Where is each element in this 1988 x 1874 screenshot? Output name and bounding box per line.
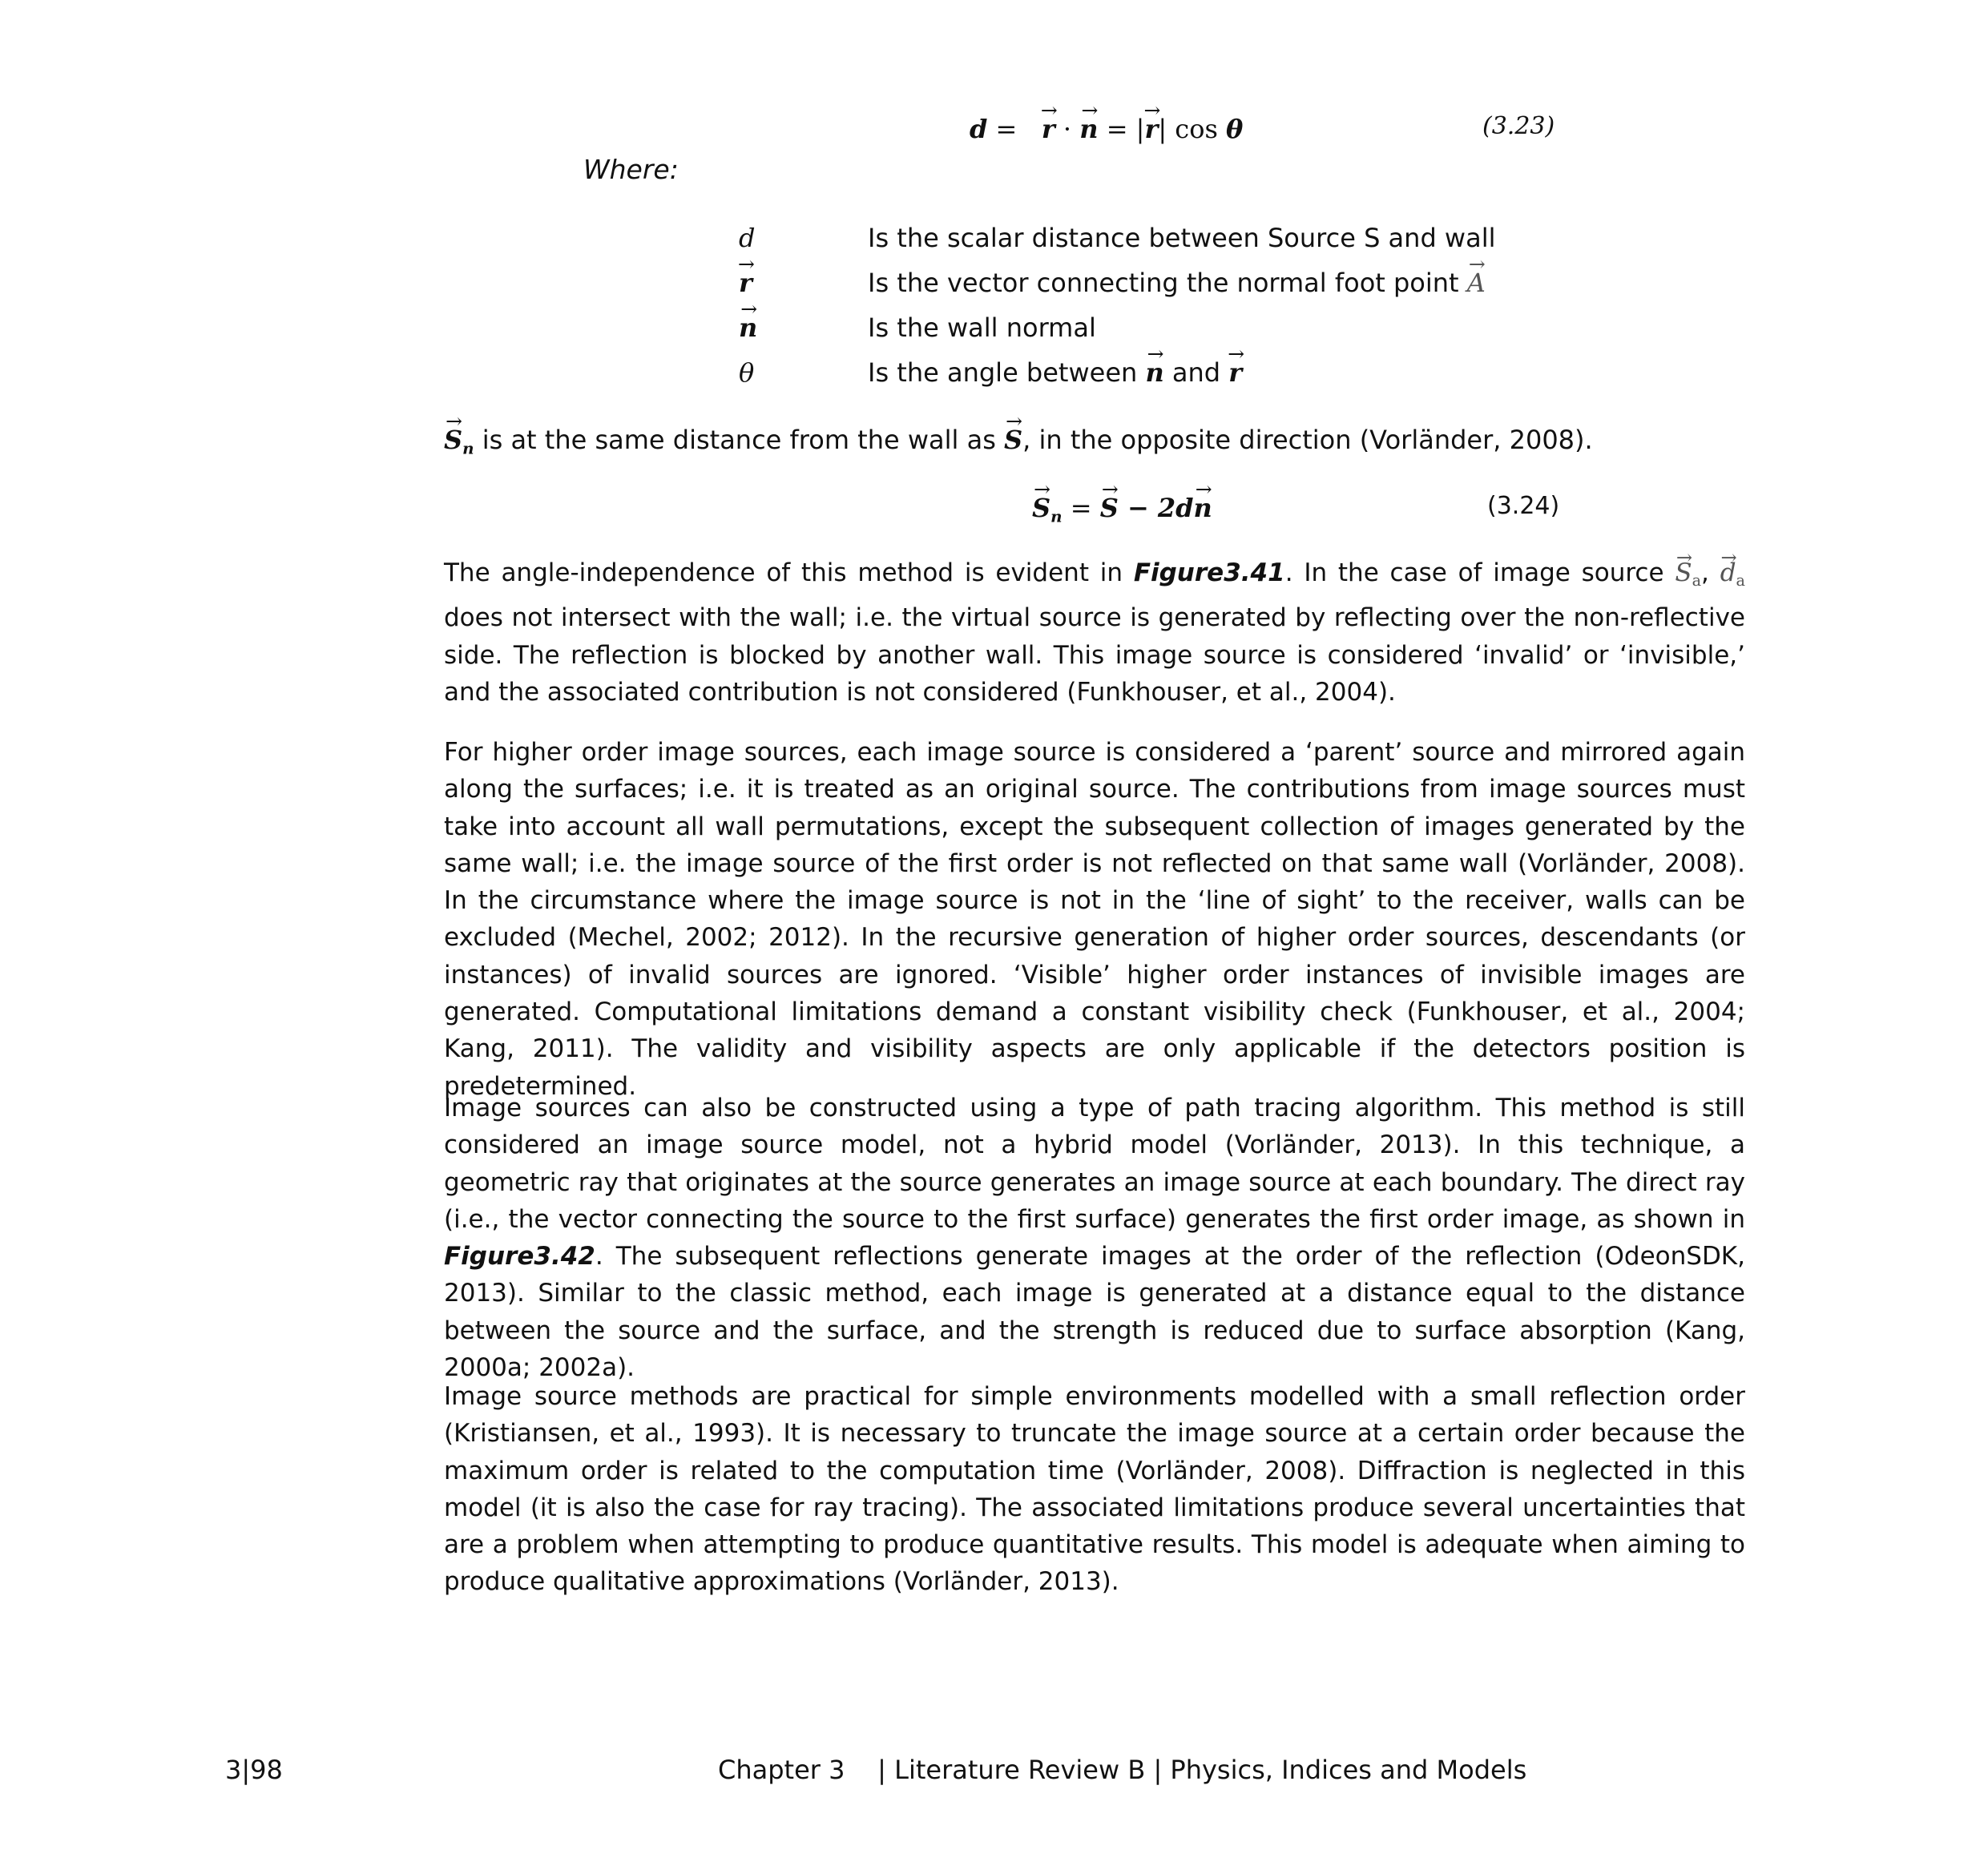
paragraph-angle-independence: The angle-independence of this method is evident in Figure3.41. In the case of image source → $S_a$, → $d_a$ does not intersect with the wall; i.e. the virtual source is generated by reflecting over the non-reflective side. The reflection is blocked by another wall. This image source is considered ‘invalid’ or ‘invisible,’ and the associated contribution is not considered (Funkhouser, et al., 2004). bbox=[444, 554, 1745, 711]
figure-reference-3-42[interactable]: Figure3.42 bbox=[444, 1242, 595, 1271]
definition-text-n: Is the wall normal bbox=[868, 312, 1096, 343]
equation-3-23: d = → r · → n = |→ r| cos θ bbox=[970, 114, 1243, 144]
paragraph-path-tracing: Image sources can also be constructed using a type of path tracing algorithm. This method is still considered an image source model, not a hybrid model (Vorländer, 2013). In this technique, a geometric ray that originates at the source generates an image source at each boundary. The direct ray (i.e., the vector connecting the source to the first surface) generates the first order image, as shown in Figure3.42. The subsequent reflections generate images at the order of the reflection (OdeonSDK, 2013). Similar to the classic method, each image is generated at a distance equal to the distance between the source and the surface, and the strength is reduced due to surface absorption (Kang, 2000a; 2002a). bbox=[444, 1094, 1745, 1383]
definition-text-d: Is the scalar distance between Source S and wall bbox=[868, 223, 1496, 253]
footer-topic: Physics, Indices and Models bbox=[1170, 1755, 1527, 1785]
equation-number-3-23: (3.23) bbox=[1482, 112, 1555, 140]
equation-3-24: → $S_n$ = → S − 2d→ n bbox=[1032, 493, 1212, 526]
eq-n-vector: → n bbox=[1079, 114, 1098, 144]
paragraph-higher-order-sources: For higher order image sources, each image source is considered a ‘parent’ source and mirrored again along the surfaces; i.e. it is treated as an original source. The contributions from image sources must take into account all wall permutations, except the subsequent collection of images generated by the same wall; i.e. the image source of the first order is not reflected on that same wall (Vorländer, 2008). In the circumstance where the image source is not in the ‘line of sight’ to the receiver, walls can be excluded (Mechel, 2002; 2012). In the recursive generation of higher order sources, descendants (or instances) of invalid sources are ignored. ‘Visible’ higher order instances of invisible images are generated. Computational limitations demand a constant visibility check (Funkhouser, et al., 2004; Kang, 2011). The validity and visibility aspects are only applicable if the detectors position is predetermined. bbox=[444, 738, 1745, 1101]
where-label: Where: bbox=[583, 154, 679, 185]
footer-chapter: Chapter 3 bbox=[718, 1755, 845, 1785]
definition-symbol-n: → n bbox=[739, 312, 757, 343]
definition-symbol-theta: θ bbox=[739, 357, 755, 388]
running-footer: Chapter 3 | Literature Review B | Physics, Indices and Models bbox=[718, 1755, 1527, 1785]
eq-r-vector: → r bbox=[1042, 114, 1055, 144]
definition-text-r: Is the vector connecting the normal foot point → A bbox=[868, 268, 1486, 298]
eq-r-vector-abs: → r bbox=[1144, 114, 1158, 144]
page-number: 3|98 bbox=[225, 1755, 283, 1785]
definition-symbol-d: d bbox=[739, 223, 756, 253]
foot-point-A: → A bbox=[1467, 268, 1486, 298]
sn-statement: → $S_n$ is at the same distance from the wall as → S, in the opposite direction (Vorländer, 2008). bbox=[444, 425, 1593, 457]
eq-d-symbol: d bbox=[970, 114, 988, 144]
figure-reference-3-41[interactable]: Figure3.41 bbox=[1133, 558, 1285, 587]
definition-symbol-r: → r bbox=[739, 268, 752, 298]
paragraph-practical-methods: Image source methods are practical for simple environments modelled with a small reflection order (Kristiansen, et al., 1993). It is necessary to truncate the image source at a certain order because the maximum order is related to the computation time (Vorländer, 2008). Diffraction is neglected in this model (it is also the case for ray tracing). The associated limitations produce several uncertainties that are a problem when attempting to produce quantitative results. This model is adequate when aiming to produce qualitative approximations (Vorländer, 2013). bbox=[444, 1382, 1745, 1597]
definition-text-theta: Is the angle between → n and → r bbox=[868, 357, 1242, 388]
footer-section: Literature Review B bbox=[894, 1755, 1146, 1785]
equation-number-3-24: (3.24) bbox=[1487, 492, 1560, 520]
